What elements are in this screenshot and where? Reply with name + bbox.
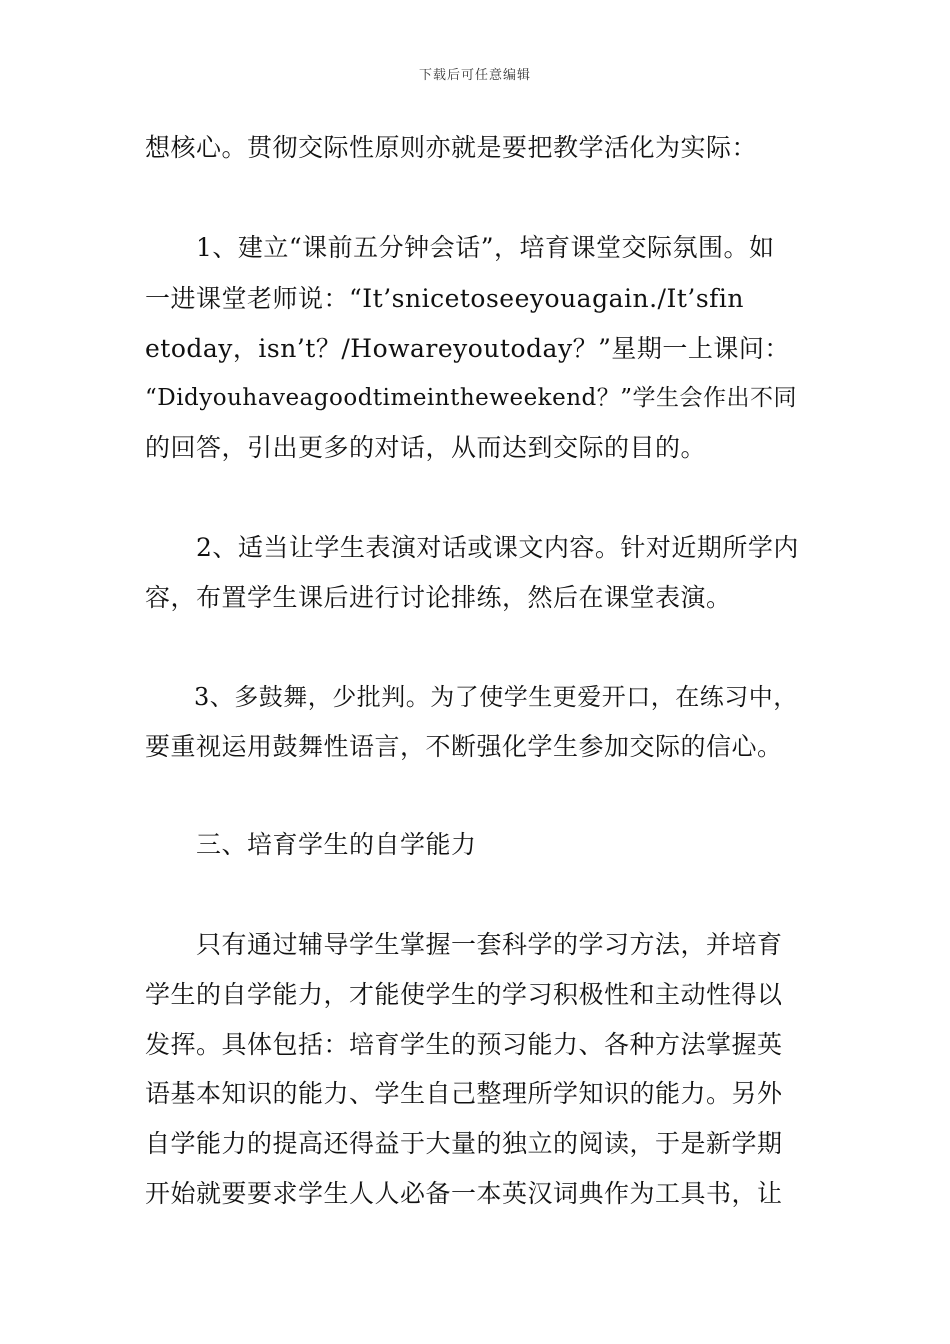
text-line: 想核心。贯彻交际性原则亦就是要把教学活化为实际： (145, 133, 758, 162)
text-line: 语基本知识的能力、学生自己整理所学知识的能力。另外 (145, 1079, 783, 1108)
section-heading: 三、培育学生的自学能力 (145, 830, 477, 859)
text-line: 3、多鼓舞，少批判。为了使学生更爱开口，在练习中， (145, 683, 798, 711)
text-line: 发挥。具体包括：培育学生的预习能力、各种方法掌握英 (145, 1030, 783, 1059)
text-line: 的回答，引出更多的对话，从而达到交际的目的。 (145, 433, 707, 462)
text-line: 1、建立“课前五分钟会话”，培育课堂交际氛围。如 (145, 233, 775, 262)
text-line: 学生的自学能力，才能使学生的学习积极性和主动性得以 (145, 980, 783, 1009)
text-line: 开始就要要求学生人人必备一本英汉词典作为工具书，让 (145, 1179, 783, 1208)
text-line: 要重视运用鼓舞性语言，不断强化学生参加交际的信心。 (145, 732, 783, 761)
text-line: 自学能力的提高还得益于大量的独立的阅读，于是新学期 (145, 1129, 783, 1158)
text-line: 2、适当让学生表演对话或课文内容。针对近期所学内 (145, 533, 799, 562)
text-line: “Didyouhaveagoodtimeintheweekend？”学生会作出不同 (145, 385, 798, 411)
text-line: 一进课堂老师说：“It’snicetoseeyouagain./It’sfin (145, 284, 744, 313)
text-line: 只有通过辅导学生掌握一套科学的学习方法，并培育 (145, 930, 783, 959)
text-line: etoday，isn’t？/Howareyoutoday？”星期一上课问： (145, 334, 790, 363)
text-line: 容，布置学生课后进行讨论排练，然后在课堂表演。 (145, 583, 732, 612)
page-header: 下载后可任意编辑 (418, 68, 531, 83)
